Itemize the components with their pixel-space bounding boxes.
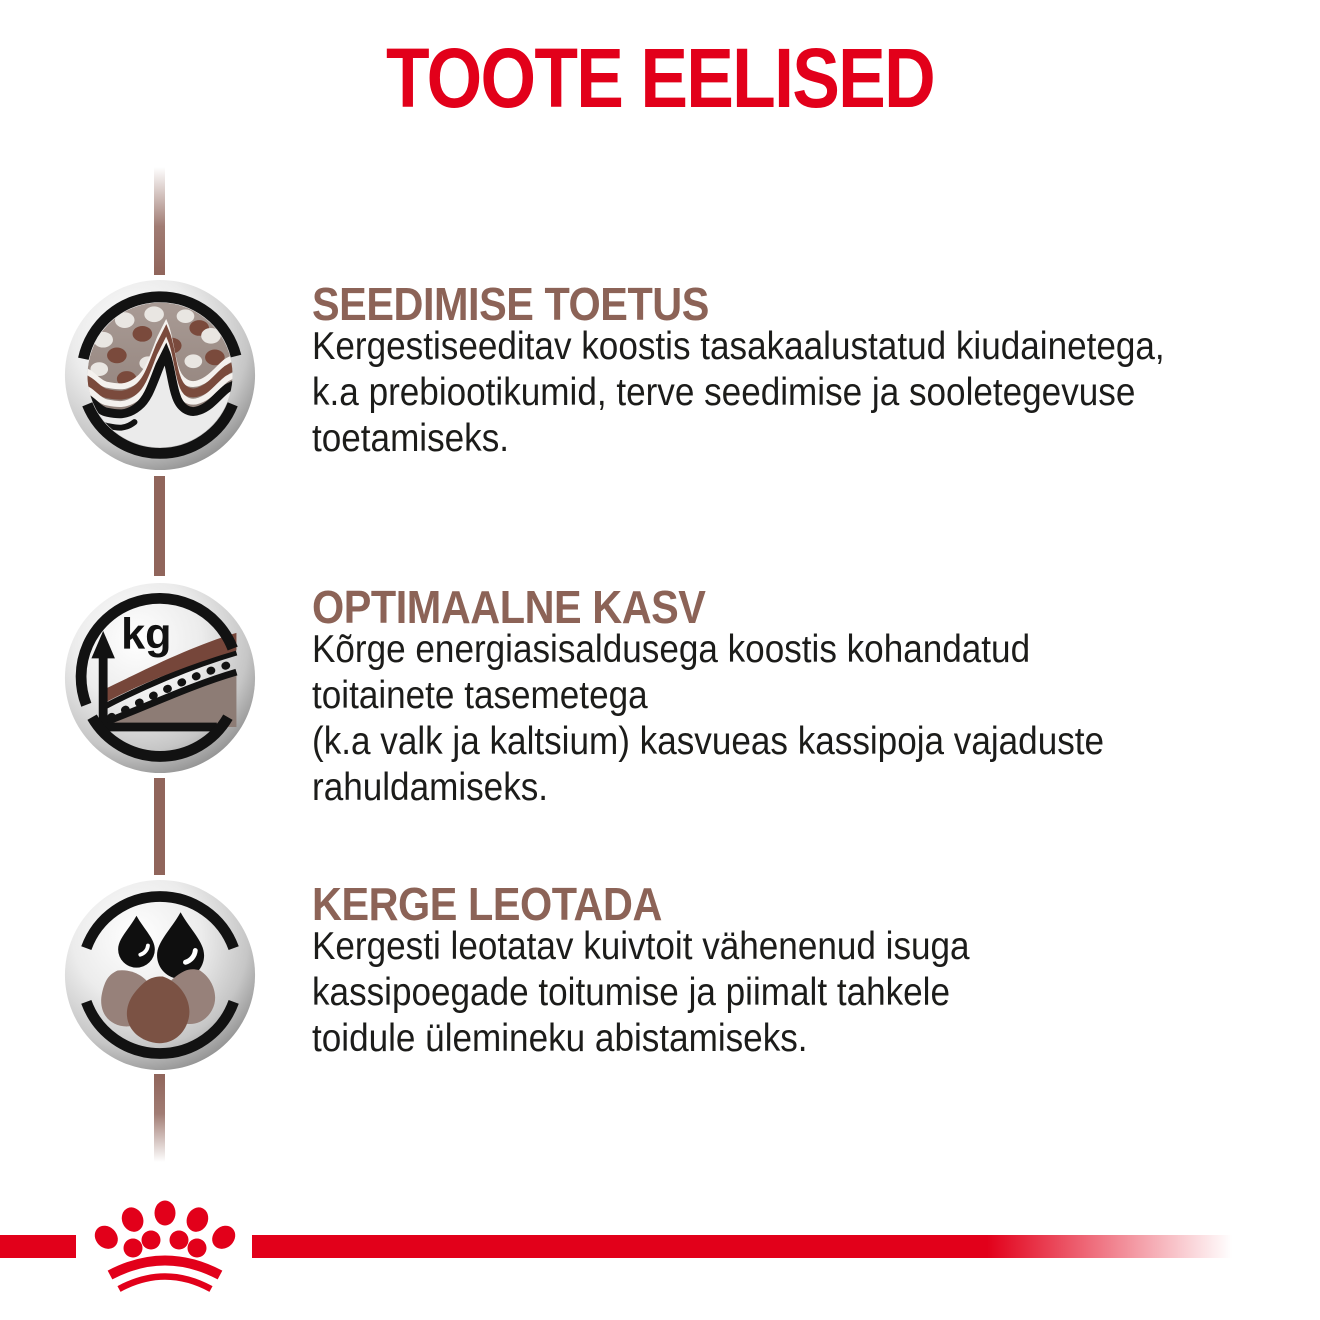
- body-line: (k.a valk ja kaltsium) kasvueas kassipoja vajaduste: [312, 720, 1105, 763]
- body-line: toetamiseks.: [312, 417, 510, 460]
- body-line: Kõrge energiasisaldusega koostis kohandatud: [312, 628, 1031, 671]
- benefit-body-optimal-growth: [312, 627, 1104, 811]
- body-line: Kergesti leotatav kuivtoit vähenenud isuga: [312, 925, 970, 968]
- body-line: k.a prebiootikumid, terve seedimise ja sooletegevuse: [312, 371, 1136, 414]
- benefit-body-easy-soak: [312, 924, 970, 1062]
- benefit-heading-digestive-support: SEEDIMISE TOETUS: [312, 278, 709, 330]
- benefit-body-digestive-support: [312, 324, 1165, 462]
- benefit-heading-optimal-growth: OPTIMAALNE KASV: [312, 581, 706, 633]
- timeline-connector-mid2: [154, 778, 165, 875]
- royal-canin-crown-logo: [80, 1196, 250, 1301]
- body-line: kassipoegade toitumise ja piimalt tahkele: [312, 971, 951, 1014]
- digestive-support-icon: [62, 277, 258, 473]
- brand-line-right: [252, 1235, 1232, 1258]
- body-line: rahuldamiseks.: [312, 766, 549, 809]
- kg-label: kg: [121, 610, 172, 659]
- body-line: toidule ülemineku abistamiseks.: [312, 1017, 808, 1060]
- easy-soak-icon: [62, 877, 258, 1073]
- body-line: toitainete tasemetega: [312, 674, 648, 717]
- timeline-connector-mid1: [154, 476, 165, 576]
- timeline-connector-top: [154, 167, 165, 275]
- timeline-connector-bottom: [154, 1074, 165, 1162]
- optimal-growth-icon: [62, 580, 258, 776]
- page-title: TOOTE EELISED: [386, 31, 934, 125]
- body-line: Kergestiseeditav koostis tasakaalustatud kiudainetega,: [312, 325, 1165, 368]
- brand-line-left: [0, 1235, 76, 1258]
- benefit-heading-easy-soak: KERGE LEOTADA: [312, 878, 662, 930]
